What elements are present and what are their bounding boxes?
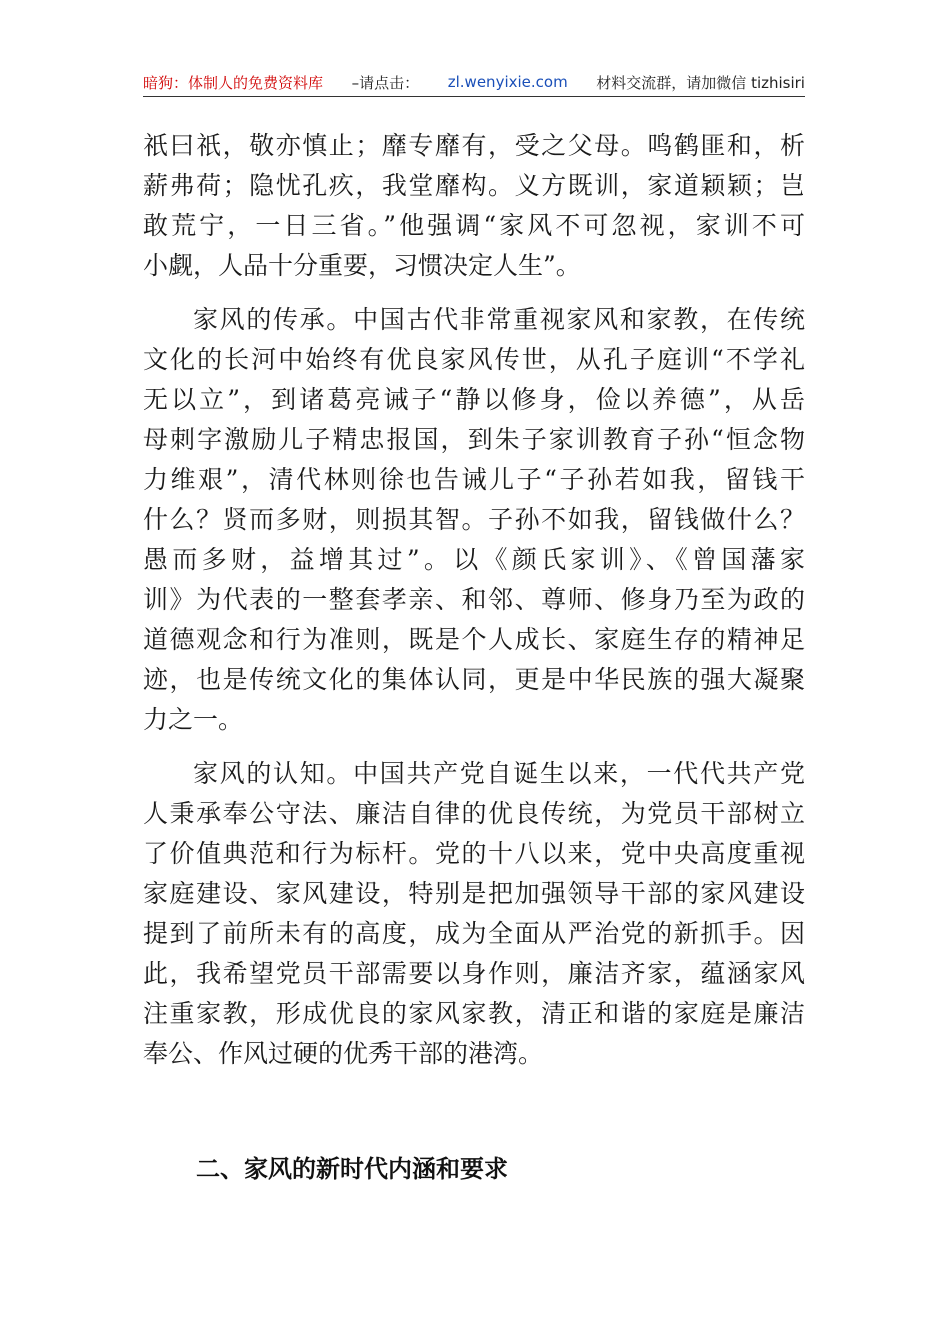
header-click-prompt: –请点击： — [351, 73, 420, 92]
text-line: 道德观念和行为准则，既是个人成长、家庭生存的精神足 — [143, 625, 805, 654]
text-line: 注重家教，形成优良的家风家教，清正和谐的家庭是廉洁 — [143, 999, 805, 1028]
text-line: 愚而多财，益增其过”。以《颜氏家训》、《曾国藩家 — [143, 545, 805, 574]
text-line: 训》为代表的一整套孝亲、和邻、尊师、修身乃至为政的 — [143, 585, 805, 614]
text-line: 家风的传承。中国古代非常重视家风和家教，在传统 — [193, 305, 805, 334]
text-line: 人秉承奉公守法、廉洁自律的优良传统，为党员干部树立 — [143, 799, 805, 828]
text-line: 提到了前所未有的高度，成为全面从严治党的新抓手。因 — [143, 919, 805, 948]
text-line: 家风的认知。中国共产党自诞生以来，一代代共产党 — [193, 759, 805, 788]
body-text — [143, 126, 805, 1074]
text-line: 文化的长河中始终有优良家风传世，从孔子庭训“不学礼 — [143, 345, 805, 374]
section-heading: 二、家风的新时代内涵和要求 — [196, 1155, 508, 1183]
page-header — [143, 70, 805, 94]
header-contact: 材料交流群，请加微信 tizhisiri — [596, 73, 805, 92]
header-divider — [143, 96, 805, 97]
text-line: 无以立”，到诸葛亮诫子“静以修身，俭以养德”，从岳 — [143, 385, 805, 414]
text-line: 迹，也是传统文化的集体认同，更是中华民族的强大凝聚 — [143, 665, 805, 694]
text-line: 什么？贤而多财，则损其智。子孙不如我，留钱做什么？ — [143, 505, 805, 534]
paragraph-family-tradition-cognition — [143, 754, 805, 1074]
text-line: 母刺字激励儿子精忠报国，到朱子家训教育子孙“恒念物 — [143, 425, 805, 454]
text-line: 小觑，人品十分重要，习惯决定人生”。 — [143, 251, 581, 280]
text-line: 敢荒宁，一日三省。”他强调“家风不可忽视，家训不可 — [143, 211, 805, 240]
header-url-link[interactable]: zl.wenyixie.com — [447, 73, 568, 91]
text-line: 力维艰”，清代林则徐也告诫儿子“子孙若如我，留钱干 — [143, 465, 805, 494]
text-line: 力之一。 — [143, 705, 244, 734]
paragraph-continuation — [143, 126, 805, 286]
text-line: 了价值典范和行为标杆。党的十八以来，党中央高度重视 — [143, 839, 805, 868]
text-line: 薪弗荷；隐忧孔疚，我堂靡构。义方既训，家道颖颖；岂 — [143, 171, 805, 200]
text-line: 奉公、作风过硬的优秀干部的港湾。 — [143, 1039, 544, 1068]
text-line: 家庭建设、家风建设，特别是把加强领导干部的家风建设 — [143, 879, 805, 908]
paragraph-family-tradition-inheritance — [143, 300, 805, 740]
header-brand: 暗狗：体制人的免费资料库 — [143, 73, 324, 92]
text-line: 此，我希望党员干部需要以身作则，廉洁齐家，蕴涵家风 — [143, 959, 805, 988]
text-line: 祇曰祇，敬亦慎止；靡专靡有，受之父母。鸣鹤匪和，析 — [143, 131, 805, 160]
